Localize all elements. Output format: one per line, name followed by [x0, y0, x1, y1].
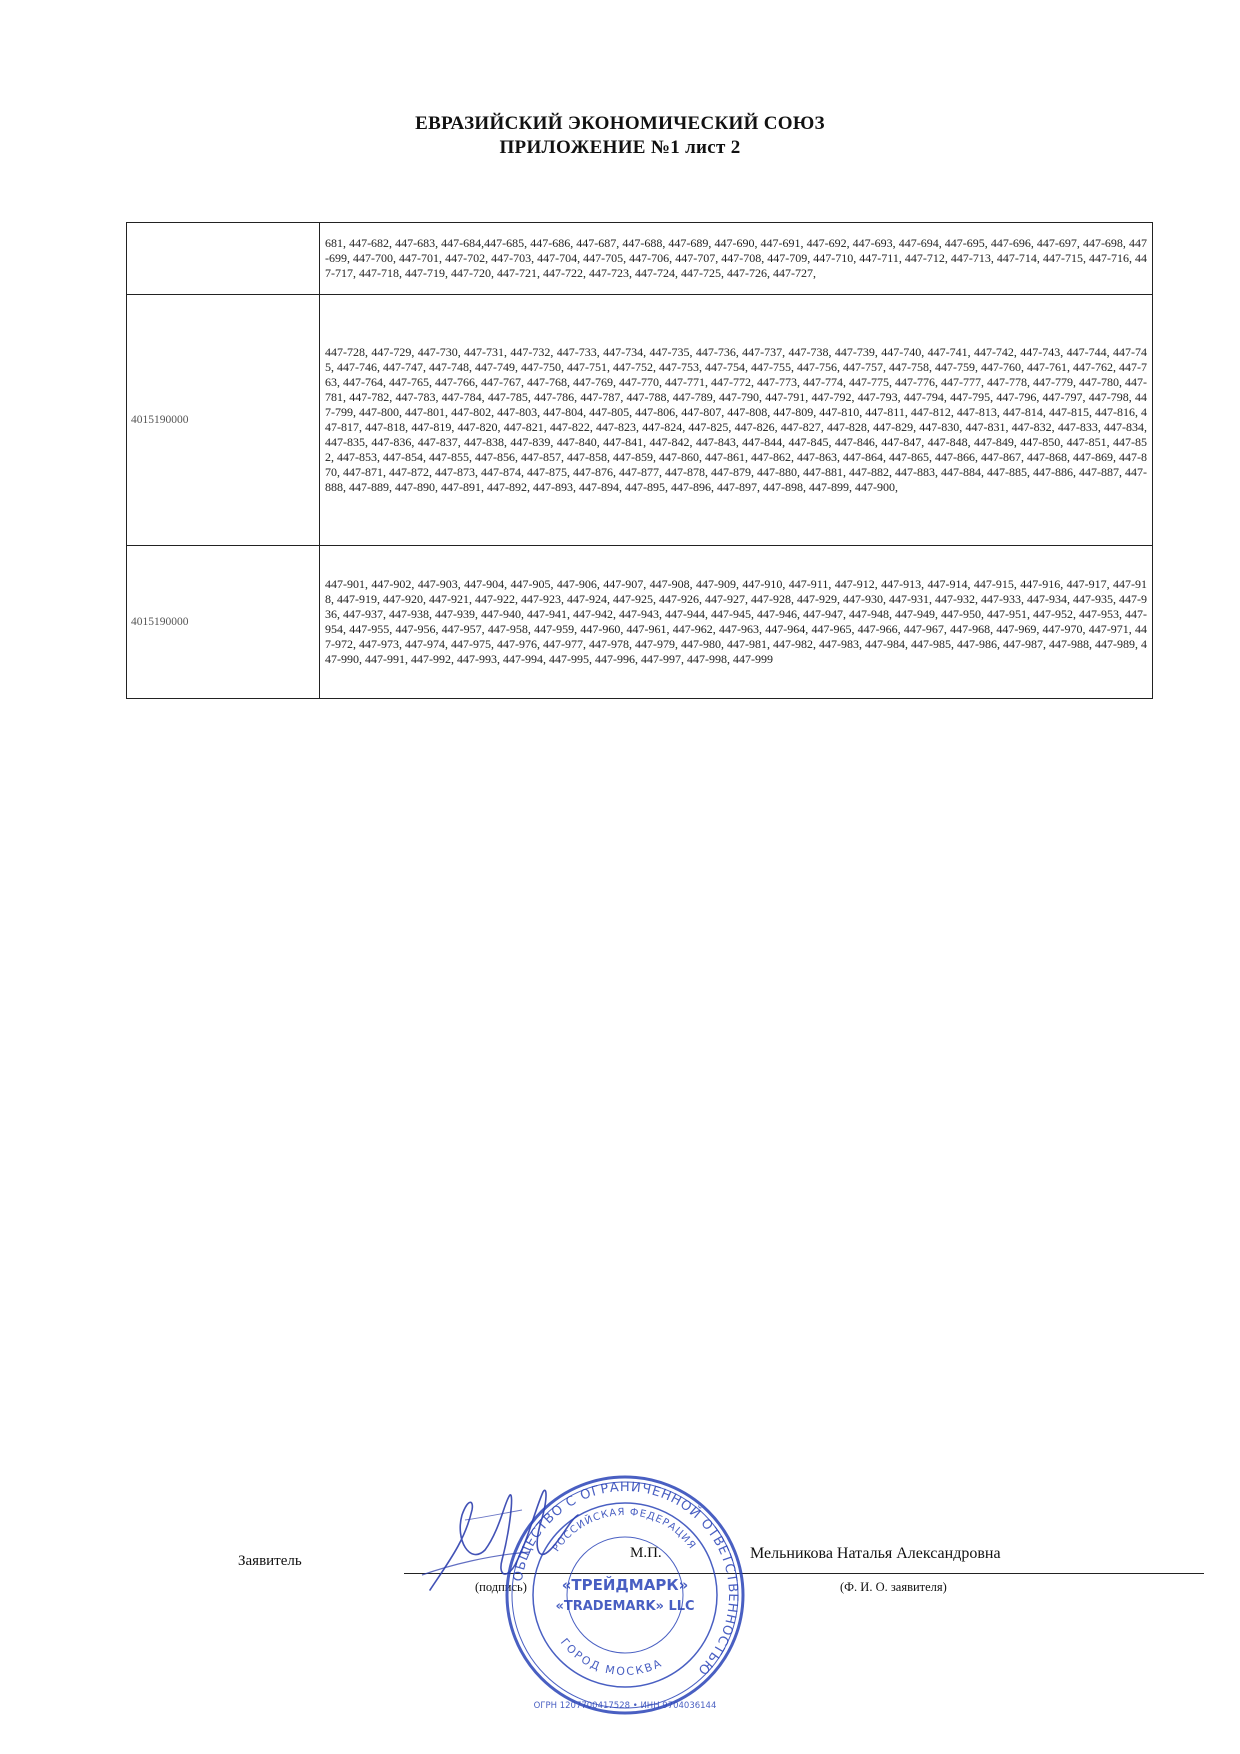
table-row — [127, 295, 1153, 546]
svg-text:«ТРЕЙДМАРК»: «ТРЕЙДМАРК» — [561, 1576, 689, 1594]
tnved-code-cell: 4015190000 — [127, 295, 320, 546]
serial-numbers-table — [126, 222, 1153, 699]
serial-numbers-cell: 447-901, 447-902, 447-903, 447-904, 447-905, 447-906, 447-907, 447-908, 447-909, 447-910, 447-911, 447-912, 447-913, 447-914, 447-915, 447-916, 447-917, 447-918, 447-919, 447-920, 447-921, 447-922, 447-923, 447-924, 447-925, 447-926, 447-927, 447-928, 447-929, 447-930, 447-931, 447-932, 447-933, 447-934, 447-935, 447-936, 447-937, 447-938, 447-939, 447-940, 447-941, 447-942, 447-943, 447-944, 447-945, 447-946, 447-947, 447-948, 447-949, 447-950, 447-951, 447-952, 447-953, 447-954, 447-955, 447-956, 447-957, 447-958, 447-959, 447-960, 447-961, 447-962, 447-963, 447-964, 447-965, 447-966, 447-967, 447-968, 447-969, 447-970, 447-971, 447-972, 447-973, 447-974, 447-975, 447-976, 447-977, 447-978, 447-979, 447-980, 447-981, 447-982, 447-983, 447-984, 447-985, 447-986, 447-987, 447-988, 447-989, 447-990, 447-991, 447-992, 447-993, 447-994, 447-995, 447-996, 447-997, 447-998, 447-999 — [320, 546, 1153, 699]
document-header — [0, 112, 1240, 160]
svg-text:ГОРОД МОСКВА: ГОРОД МОСКВА — [557, 1635, 665, 1679]
signature-caption: (подпись) — [475, 1580, 527, 1594]
svg-text:ОГРН 1207700417528 • ИНН 97040: ОГРН 1207700417528 • ИНН 9704036144 — [533, 1701, 717, 1711]
serial-numbers-cell: 681, 447-682, 447-683, 447-684,447-685, 447-686, 447-687, 447-688, 447-689, 447-690, 447-691, 447-692, 447-693, 447-694, 447-695, 447-696, 447-697, 447-698, 447-699, 447-700, 447-701, 447-702, 447-703, 447-704, 447-705, 447-706, 447-707, 447-708, 447-709, 447-710, 447-711, 447-712, 447-713, 447-714, 447-715, 447-716, 447-717, 447-718, 447-719, 447-720, 447-721, 447-722, 447-723, 447-724, 447-725, 447-726, 447-727, — [320, 223, 1153, 295]
serial-numbers-cell: 447-728, 447-729, 447-730, 447-731, 447-732, 447-733, 447-734, 447-735, 447-736, 447-737, 447-738, 447-739, 447-740, 447-741, 447-742, 447-743, 447-744, 447-745, 447-746, 447-747, 447-748, 447-749, 447-750, 447-751, 447-752, 447-753, 447-754, 447-755, 447-756, 447-757, 447-758, 447-759, 447-760, 447-761, 447-762, 447-763, 447-764, 447-765, 447-766, 447-767, 447-768, 447-769, 447-770, 447-771, 447-772, 447-773, 447-774, 447-775, 447-776, 447-777, 447-778, 447-779, 447-780, 447-781, 447-782, 447-783, 447-784, 447-785, 447-786, 447-787, 447-788, 447-789, 447-790, 447-791, 447-792, 447-793, 447-794, 447-795, 447-796, 447-797, 447-798, 447-799, 447-800, 447-801, 447-802, 447-803, 447-804, 447-805, 447-806, 447-807, 447-808, 447-809, 447-810, 447-811, 447-812, 447-813, 447-814, 447-815, 447-816, 447-817, 447-818, 447-819, 447-820, 447-821, 447-822, 447-823, 447-824, 447-825, 447-826, 447-827, 447-828, 447-829, 447-830, 447-831, 447-832, 447-833, 447-834, 447-835, 447-836, 447-837, 447-838, 447-839, 447-840, 447-841, 447-842, 447-843, 447-844, 447-845, 447-846, 447-847, 447-848, 447-849, 447-850, 447-851, 447-852, 447-853, 447-854, 447-855, 447-856, 447-857, 447-858, 447-859, 447-860, 447-861, 447-862, 447-863, 447-864, 447-865, 447-866, 447-867, 447-868, 447-869, 447-870, 447-871, 447-872, 447-873, 447-874, 447-875, 447-876, 447-877, 447-878, 447-879, 447-880, 447-881, 447-882, 447-883, 447-884, 447-885, 447-886, 447-887, 447-888, 447-889, 447-890, 447-891, 447-892, 447-893, 447-894, 447-895, 447-896, 447-897, 447-898, 447-899, 447-900, — [320, 295, 1153, 546]
svg-text:«TRADEMARK» LLC: «TRADEMARK» LLC — [555, 1599, 695, 1614]
tnved-code-cell: 4015190000 — [127, 546, 320, 699]
tnved-code-cell — [127, 223, 320, 295]
applicant-label: Заявитель — [238, 1553, 302, 1569]
svg-text:РОССИЙСКАЯ ФЕДЕРАЦИЯ: РОССИЙСКАЯ ФЕДЕРАЦИЯ — [550, 1506, 698, 1554]
name-caption: (Ф. И. О. заявителя) — [840, 1580, 947, 1594]
table-row — [127, 546, 1153, 699]
applicant-name: Мельникова Наталья Александровна — [750, 1545, 1001, 1562]
company-seal — [500, 1470, 750, 1720]
header-subtitle: ПРИЛОЖЕНИЕ №1 лист 2 — [499, 137, 741, 158]
mp-label: М.П. — [630, 1545, 662, 1561]
table-row — [127, 223, 1153, 295]
svg-text:ОБЩЕСТВО С ОГРАНИЧЕННОЙ ОТВЕТС: ОБЩЕСТВО С ОГРАНИЧЕННОЙ ОТВЕТСТВЕННОСТЬЮ — [510, 1479, 741, 1678]
header-title: ЕВРАЗИЙСКИЙ ЭКОНОМИЧЕСКИЙ СОЮЗ — [415, 113, 825, 134]
